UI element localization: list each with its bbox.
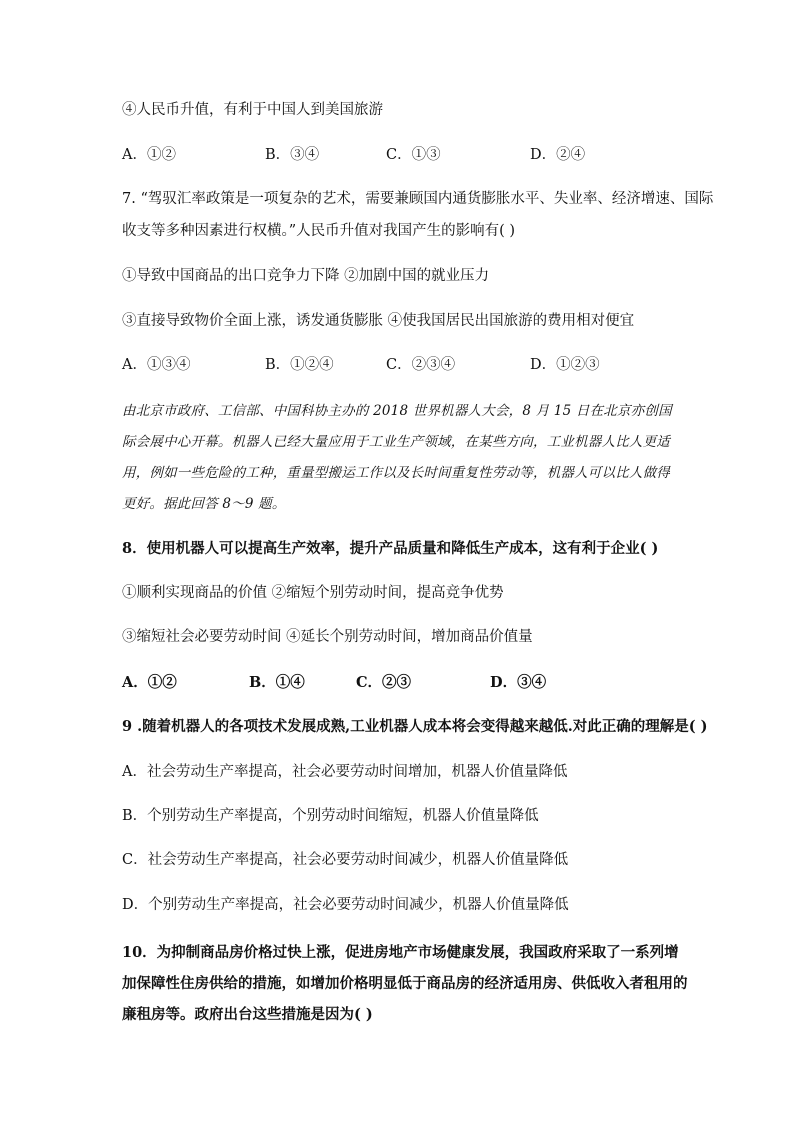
q9-choice-b: B．个别劳动生产率提高，个别劳动时间缩短，机器人价值量降低: [122, 808, 539, 824]
q8-option-b: B．①④: [249, 674, 305, 691]
q6-item-4: ④人民币升值，有利于中国人到美国旅游: [122, 102, 383, 118]
q6-options: [122, 145, 602, 165]
q9-choice-c: C．社会劳动生产率提高，社会必要劳动时间减少，机器人价值量降低: [122, 852, 569, 868]
q7-items-row-2: ③直接导致物价全面上涨，诱发通货膨胀 ④使我国居民出国旅游的费用相对便宜: [122, 313, 635, 329]
q9-choice-a: A．社会劳动生产率提高，社会必要劳动时间增加，机器人价值量降低: [122, 764, 568, 780]
q7-option-a: A．①③④: [122, 357, 191, 373]
q6-option-a: A．①②: [122, 147, 176, 163]
q7-option-d: D．①②③: [530, 357, 600, 373]
q7-stem-line-1: 7. “驾驭汇率政策是一项复杂的艺术，需要兼顾国内通货膨胀水平、失业率、经济增速、国际: [122, 191, 714, 207]
q6-option-b: B．③④: [265, 147, 320, 163]
q8-option-d: D．③④: [490, 674, 547, 691]
q7-option-c: C．②③④: [386, 357, 456, 373]
q7-items-row-1: ①导致中国商品的出口竞争力下降 ②加剧中国的就业压力: [122, 268, 490, 284]
q10-stem: 10．为抑制商品房价格过快上涨，促进房地产市场健康发展，我国政府采取了一系列增加保障性住房供给的措施，如增加价格明显低于商品房的经济适用房、供低收入者租用的廉租房等。政府出台这些措施是因为( ): [122, 944, 688, 1023]
q8-items-row-2: ③缩短社会必要劳动时间 ④延长个别劳动时间，增加商品价值量: [122, 629, 533, 645]
q9-choice-d: D．个别劳动生产率提高，社会必要劳动时间减少，机器人价值量降低: [122, 897, 569, 913]
q9-stem: 9 .随着机器人的各项技术发展成熟,工业机器人成本将会变得越来越低.对此正确的理解是( ): [122, 718, 708, 735]
q7-options: [122, 355, 602, 375]
q8-items-row-1: ①顺利实现商品的价值 ②缩短个别劳动时间，提高竞争优势: [122, 585, 504, 601]
q8-stem: 8．使用机器人可以提高生产效率，提升产品质量和降低生产成本，这有利于企业( ): [122, 540, 659, 557]
q6-option-d: D．②④: [530, 147, 586, 163]
q8-option-a: A．①②: [122, 674, 177, 691]
q8-option-c: C．②③: [356, 674, 412, 691]
material-passage: 由北京市政府、工信部、中国科协主办的 2018 世界机器人大会，8 月 15 日在北京亦创国际会展中心开幕。机器人已经大量应用于工业生产领域，在某些方向，工业机器人比人更适用，例如一些危险的工种，重量型搬运工作以及长时间重复性劳动等，机器人可以比人做得更好。据此回答 8～9 题。: [122, 403, 672, 512]
q7-stem-line-2: 收支等多种因素进行权横。”人民币升值对我国产生的影响有( ): [122, 223, 516, 239]
q8-options: [122, 673, 582, 693]
q7-option-b: B．①②④: [265, 357, 334, 373]
q6-option-c: C．①③: [386, 147, 441, 163]
